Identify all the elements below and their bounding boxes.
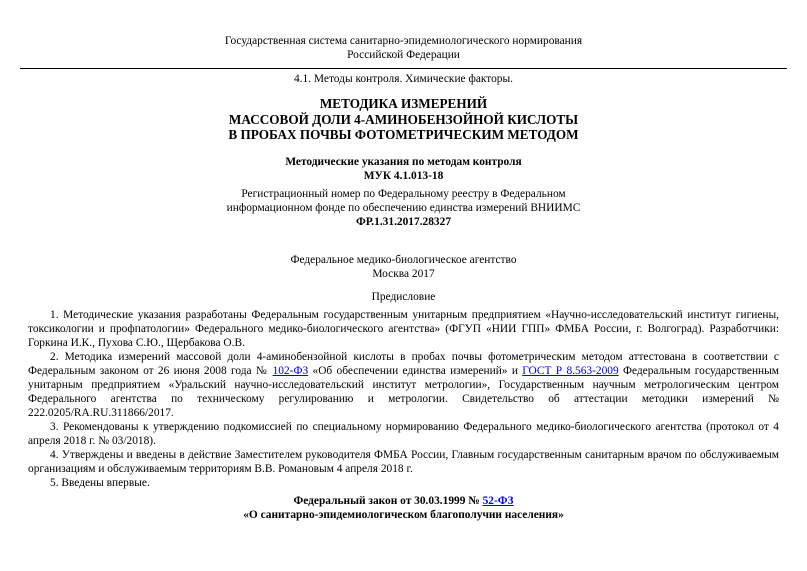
gost-link[interactable]: ГОСТ Р 8.563-2009 xyxy=(522,365,619,377)
law-52-fz-link[interactable]: 52-ФЗ xyxy=(482,495,514,507)
preface-paragraph-2 xyxy=(28,350,779,420)
header-line-2: Российской Федерации xyxy=(347,49,460,61)
law-title: «О санитарно-эпидемиологическом благополучии населения» xyxy=(243,509,564,521)
publisher-info xyxy=(0,253,807,281)
document-header xyxy=(0,34,807,62)
law-line-1 xyxy=(0,494,807,508)
preface-paragraph-5: 5. Введены впервые. xyxy=(50,477,150,489)
preface-heading: Предисловие xyxy=(371,291,436,303)
doc-code: МУК 4.1.013-18 xyxy=(363,170,444,182)
preface-paragraph-3: 3. Рекомендованы к утверждению подкомиссией по специальному нормированию Федерального медико-биологического агентства (протокол от 4 апреля 2018 г. № 03/2018). xyxy=(28,421,779,447)
law-reference xyxy=(0,494,807,522)
law-102-fz-link[interactable]: 102-ФЗ xyxy=(272,365,309,377)
title-line-2: МАССОВОЙ ДОЛИ 4-АМИНОБЕНЗОЙНОЙ КИСЛОТЫ xyxy=(228,111,579,127)
registration-number: ФР.1.31.2017.28327 xyxy=(355,216,452,228)
registration-info xyxy=(0,187,807,229)
header-line-1: Государственная система санитарно-эпидемиологического нормирования xyxy=(224,35,583,47)
header-divider xyxy=(20,68,787,69)
law-prefix: Федеральный закон от 30.03.1999 № xyxy=(293,495,483,507)
registration-line-2: информационном фонде по обеспечению единства измерений ВНИИМС xyxy=(226,202,581,214)
p2-text-b: «Об обеспечении единства измерений» и xyxy=(308,365,523,377)
p2-text-a: 2. Методика измерений массовой доли 4-аминобензойной кислоты в пробах почвы фотометрическим методом аттестована в соответствии с Федеральным законом от 26 июня 2008 года № xyxy=(28,351,779,377)
title-line-1: МЕТОДИКА ИЗМЕРЕНИЙ xyxy=(319,96,488,111)
preface-paragraph-1: 1. Методические указания разработаны Федеральным государственным унитарным предприятием «Научно-исследовательский институт гигиены, токсикологии и профпатологии» Федерального медико-биологического агентства» (ФГУП «НИИ ГПП» ФМБА России, г. Волгоград). Разработчики: Горкина И.К., Пухова С.Ю., Щербакова О.В. xyxy=(28,309,779,349)
series-label: 4.1. Методы контроля. Химические факторы. xyxy=(293,73,513,85)
publisher-agency: Федеральное медико-биологическое агентство xyxy=(290,254,517,266)
doc-type xyxy=(0,155,807,183)
title-line-3: В ПРОБАХ ПОЧВЫ ФОТОМЕТРИЧЕСКИМ МЕТОДОМ xyxy=(228,127,579,142)
doc-type-line: Методические указания по методам контроля xyxy=(285,156,522,168)
registration-line-1: Регистрационный номер по Федеральному реестру в Федеральном xyxy=(241,188,566,200)
publisher-city-year: Москва 2017 xyxy=(372,268,435,280)
preface-body xyxy=(28,308,779,490)
p2-text-c: Федеральным государственным унитарным предприятием «Уральский научно-исследовательский институт метрологии», Государственным научным метрологическим центром Федерального агентства по техническому регулированию и метрологии. Свидетельство об аттестации методики измерений № 222.0205/RA.RU.311866/2017. xyxy=(28,365,779,419)
preface-paragraph-4: 4. Утверждены и введены в действие Заместителем руководителя ФМБА России, Главным государственным санитарным врачом по обслуживаемым организациям и обслуживаемым территориям В.В. Романовым 4 апреля 2018 г. xyxy=(28,449,779,475)
document-title xyxy=(0,96,807,143)
